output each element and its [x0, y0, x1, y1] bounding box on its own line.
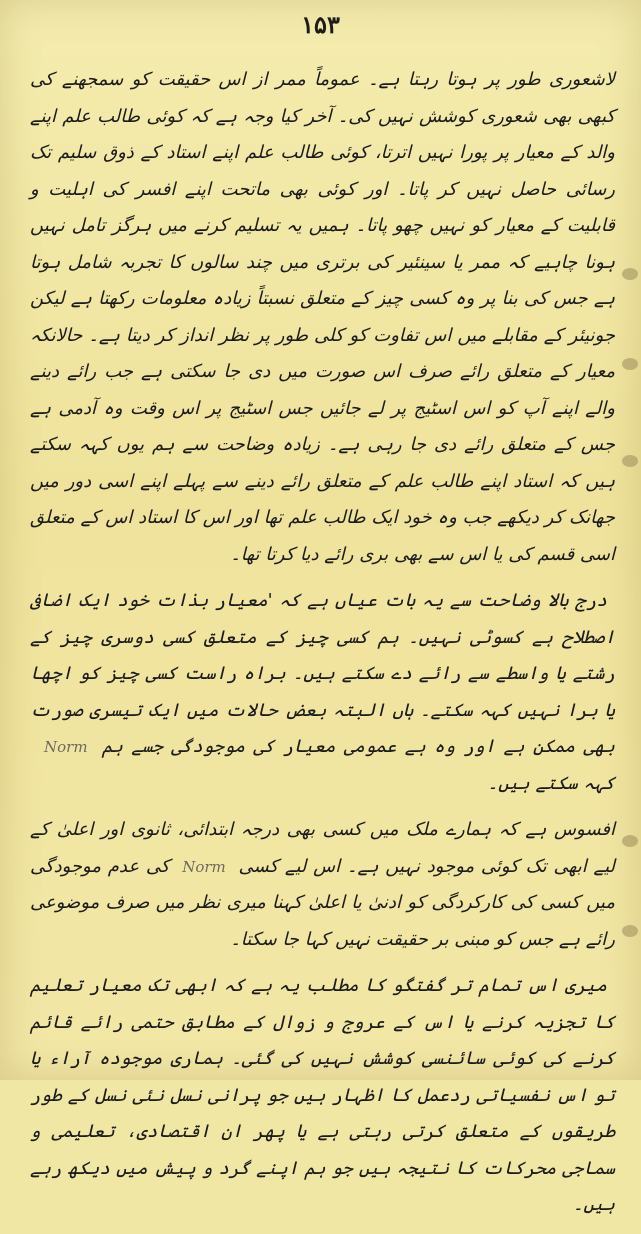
- paragraph-4: [30, 968, 615, 1224]
- paragraph-text: درج بالا وضاحت سے یہ بات عیاں ہے کہ 'معیار بذات خود ایک اضافی اصطلاح ہے کسوٹی نہیں۔ ہم کسی چیز کے متعلق کسی دوسری چیز کے رشتے یا واسطے سے رائے دے سکتے ہیں۔ براہ راست کسی چیز کو اچھا یا برا نہیں کہہ سکتے۔ ہاں البتہ بعض حالات میں ایک تیسری صورت بھی ممکن ہے اور وہ ہے عمومی معیار کی موجودگی جسے ہم: [30, 590, 615, 757]
- paragraph-3: [30, 812, 615, 958]
- paragraph-text: افسوس ہے کہ ہمارے ملک میں کسی بھی درجہ ابتدائی، ثانوی اور اعلیٰ کے لیے ابھی تک کوئی موجود نہیں ہے۔ اس لیے کسی: [30, 819, 615, 877]
- paragraph-text: میری اس تمام تر گفتگو کا مطلب یہ ہے کہ ابھی تک معیار تعلیم کا تجزیہ کرنے یا اس کے عروج و زوال کے مطابق حتمی رائے قائم کرنے کی کوئی سائنسی کوشش نہیں کی گئی۔ ہماری موجودہ آراء یا تو اس نفسیاتی ردعمل کا اظہار ہیں جو پرانی نسل نئی نسل کے طور طریقوں کے متعلق کرتی رہتی ہے یا پھر ان اقتصادی، تعلیمی و سماجی محرکات کا نتیجہ ہیں جو ہم اپنے گرد و پیش میں دیکھ رہے ہیں۔: [30, 975, 615, 1215]
- paragraph-text: لاشعوری طور پر ہوتا رہتا ہے۔ عموماً ممر از اس حقیقت کو سمجھنے کی کبھی بھی شعوری کوشش نہیں کی۔ آخر کیا وجہ ہے کہ کوئی طالب علم اپنے والد کے معیار پر پورا نہیں اترتا، کوئی طالب علم اپنے استاد کے ذوق سلیم تک رسائی حاصل نہیں کر پاتا۔ اور کوئی بھی ماتحت اپنے افسر کی اہلیت و قابلیت کے معیار کو نہیں چھو پاتا۔ ہمیں یہ تسلیم کرنے میں ہرگز تامل نہیں ہونا چاہیے کہ ممر یا سینئیر کی برتری میں چند سالوں کا تجربہ شامل ہوتا ہے جس کی بنا پر وہ کسی چیز کے متعلق نسبتاً زیادہ معلومات رکھتا ہے لیکن جونیئر کے مقابلے میں اس تفاوت کو کلی طور پر نظر انداز کر دیتا ہے۔ حالانکہ معیار کے متعلق رائے صرف اس صورت میں دی جا سکتی ہے جب رائے دینے والے اپنے آپ کو اس اسٹیج پر لے جائیں جس اسٹیج پر اس وقت وہ آدمی ہے جس کے متعلق رائے دی جا رہی ہے۔ زیادہ وضاحت سے ہم یوں کہہ سکتے ہیں کہ استاد اپنے طالب علم کے متعلق رائے دینے سے پہلے اپنے اسی دور میں جھانک کر دیکھے جب وہ خود ایک طالب علم تھا اور اس کا استاد اس کے متعلق اسی قسم کی یا اس سے بھی بری رائے دیا کرتا تھا۔: [30, 69, 615, 565]
- english-term-norm: Norm: [182, 857, 226, 876]
- paragraph-1: [30, 62, 615, 573]
- paragraph-2: [30, 583, 615, 802]
- page-number: ۱۵۳: [301, 10, 340, 39]
- page-body-text: [30, 62, 615, 1234]
- english-term-norm: Norm: [44, 738, 88, 756]
- paragraph-text-continued: کی عدم موجودگی میں کسی کی کارکردگی کو ادنیٰ یا اعلیٰ کہنا میری نظر میں صرف موضوعی رائے ہے جس کو مبنی بر حقیقت نہیں کہا جا سکتا۔: [30, 855, 615, 950]
- paragraph-text-continued: کہہ سکتے ہیں۔: [487, 772, 615, 794]
